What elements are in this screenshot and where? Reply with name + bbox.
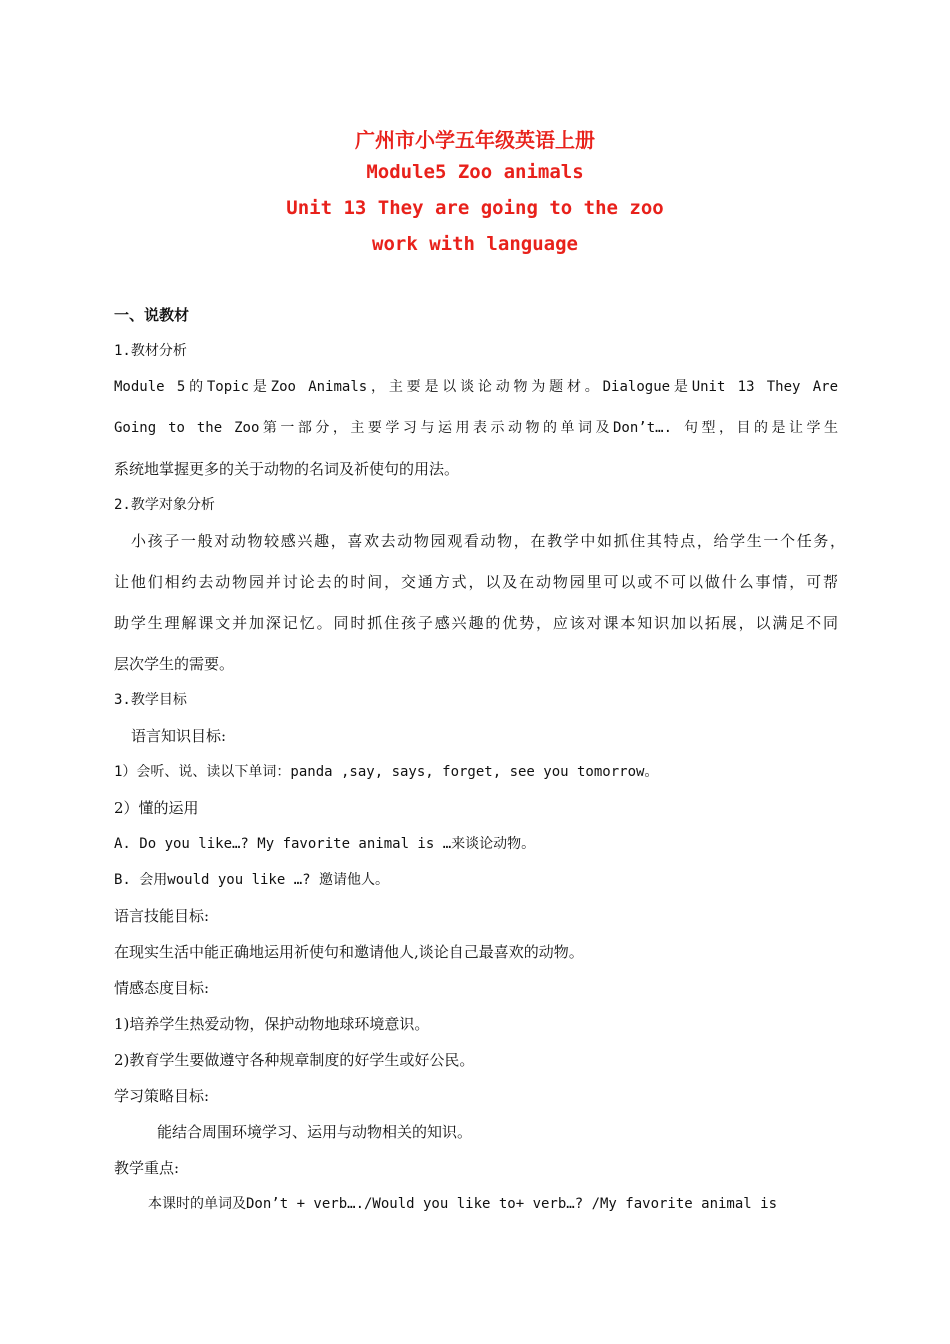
title-school-course: 广州市小学五年级英语上册 [355,128,595,152]
title-module: Module5 Zoo animals [366,161,584,183]
list-item: 1）会听、说、读以下单词：panda ,say, says, forget, see you tomorrow。 [114,764,659,780]
paragraph-line: 系统地掌握更多的关于动物的名词及祈使句的用法。 [114,460,460,478]
list-item: B. 会用would you like …? 邀请他人。 [114,872,390,888]
paragraph-line: Module 5的Topic是Zoo Animals，主要是以谈论动物为题材。Dialogue是Unit 13 They Are [114,379,838,395]
paragraph-line: 层次学生的需要。 [114,655,235,673]
paragraph-line: 在现实生活中能正确地运用祈使句和邀请他人,谈论自己最喜欢的动物。 [114,943,584,961]
label-emotion-attitude: 情感态度目标: [114,979,210,997]
paragraph-line: 小孩子一般对动物较感兴趣，喜欢去动物园观看动物，在教学中如抓住其特点，给学生一个任务， [131,532,845,550]
paragraph-line: 助学生理解课文并加深记忆。同时抓住孩子感兴趣的优势，应该对课本知识加以拓展，以满足不同 [114,614,838,632]
title-lesson: work with language [372,233,578,255]
subheading-material-analysis: 1.教材分析 [114,343,187,359]
title-unit: Unit 13 They are going to the zoo [286,197,664,219]
list-item: 2）懂的运用 [114,799,199,817]
label-language-knowledge: 语言知识目标: [131,727,227,745]
list-item: 1)培养学生热爱动物，保护动物地球环境意识。 [114,1015,430,1033]
paragraph-line: 让他们相约去动物园并讨论去的时间，交通方式，以及在动物园里可以或不可以做什么事情，可帮 [114,573,838,591]
list-item: 2)教育学生要做遵守各种规章制度的好学生或好公民。 [114,1051,475,1069]
label-language-skills: 语言技能目标: [114,907,210,925]
paragraph-line: Going to the Zoo第一部分，主要学习与运用表示动物的单词及Don’t…. 句型，目的是让学生 [114,420,838,436]
subheading-student-analysis: 2.教学对象分析 [114,497,215,513]
label-key-points: 教学重点: [114,1159,180,1177]
list-item: A. Do you like…? My favorite animal is …来谈论动物。 [114,836,536,852]
paragraph-line: 能结合周围环境学习、运用与动物相关的知识。 [157,1123,473,1141]
paragraph-line: 本课时的单词及Don’t + verb…./Would you like to+ verb…? /My favorite animal is [148,1196,778,1212]
subheading-teaching-objectives: 3.教学目标 [114,692,187,708]
section-heading-teaching-material: 一、说教材 [114,306,190,324]
label-learning-strategy: 学习策略目标: [114,1087,210,1105]
